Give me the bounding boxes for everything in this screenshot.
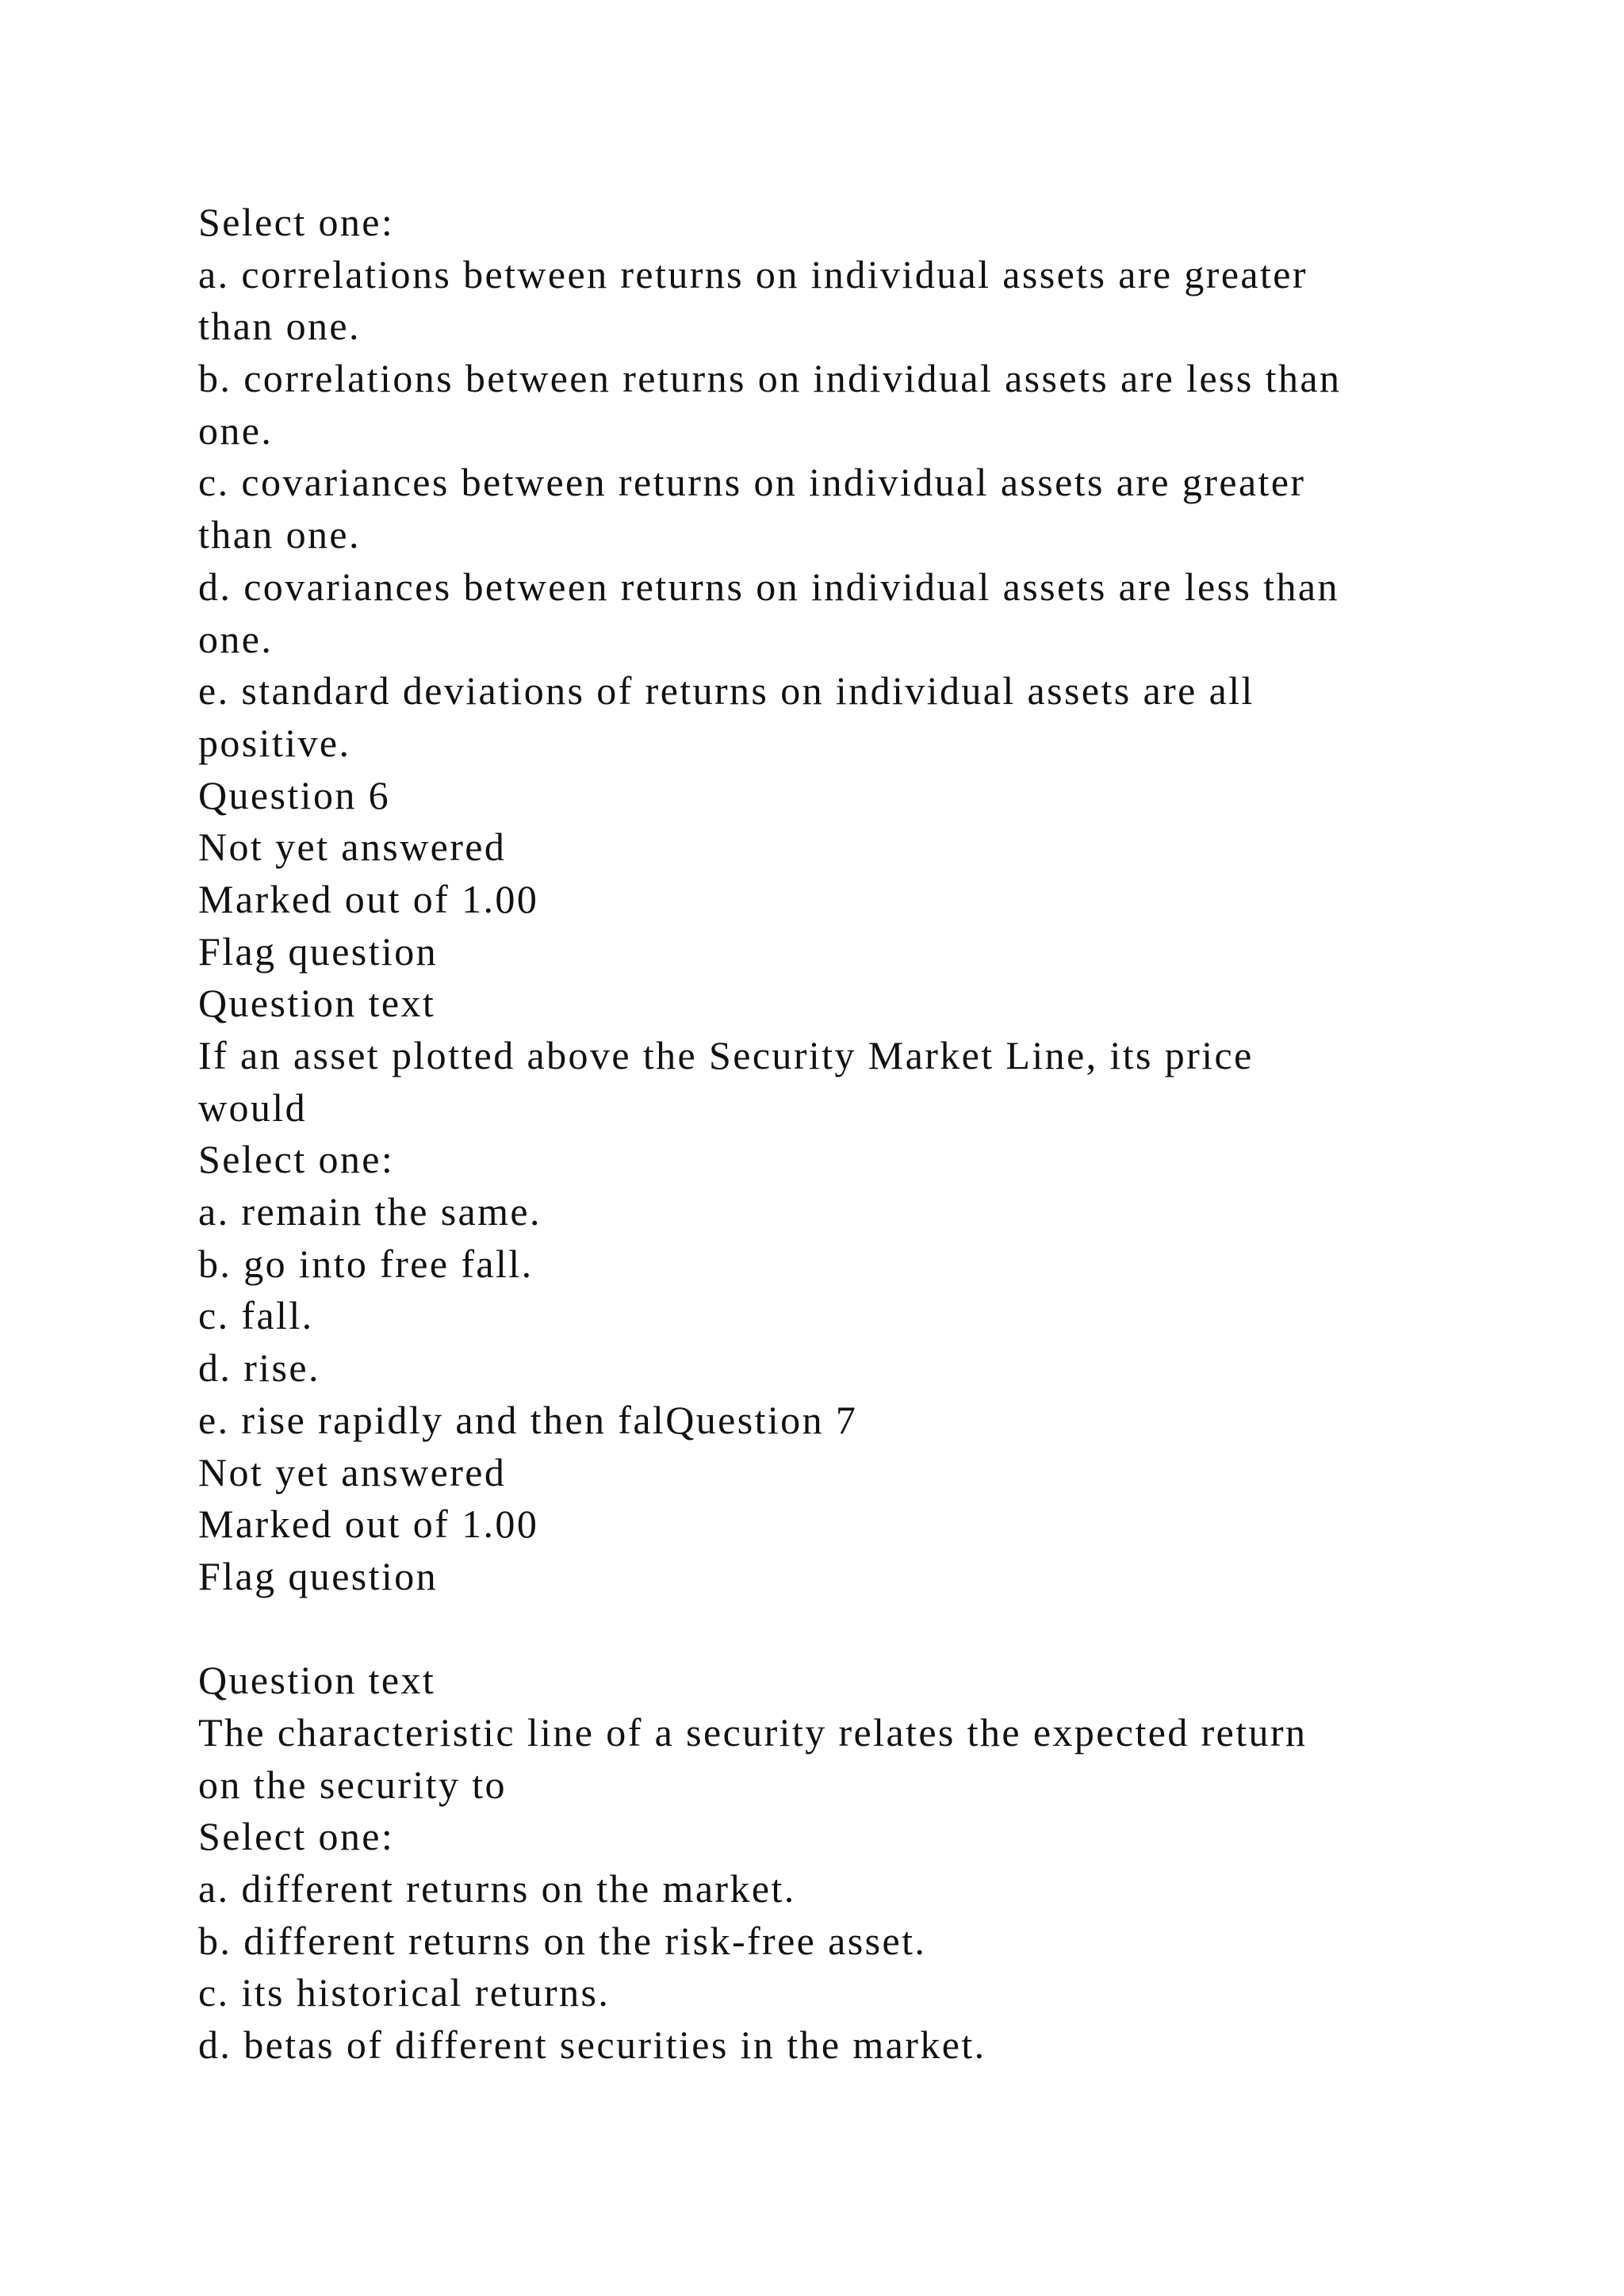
q6-status: Not yet answered <box>198 825 507 870</box>
q6-option-e-and-q7-heading: e. rise rapidly and then falQuestion 7 <box>198 1397 858 1442</box>
q5-option-e-cont: positive. <box>198 720 351 765</box>
q5-option-a: a. correlations between returns on individual assets are greater <box>198 251 1308 297</box>
q7-question-text-label: Question text <box>198 1658 436 1703</box>
document-body <box>198 197 1435 2072</box>
q6-marks: Marked out of 1.00 <box>198 876 539 921</box>
q6-flag-question: Flag question <box>198 928 439 974</box>
q7-option-d: d. betas of different securities in the market. <box>198 2022 986 2068</box>
q5-option-b-cont: one. <box>198 408 274 453</box>
q5-option-e: e. standard deviations of returns on individual assets are all <box>198 668 1254 714</box>
q6-option-a: a. remain the same. <box>198 1189 542 1234</box>
q5-option-c-cont: than one. <box>198 512 361 557</box>
q5-option-c: c. covariances between returns on individual assets are greater <box>198 460 1306 505</box>
q7-option-a: a. different returns on the market. <box>198 1866 796 1911</box>
q5-option-a-cont: than one. <box>198 304 361 349</box>
q7-flag-question: Flag question <box>198 1553 439 1598</box>
q5-option-d: d. covariances between returns on individual assets are less than <box>198 564 1339 609</box>
q7-marks: Marked out of 1.00 <box>198 1502 539 1547</box>
q7-option-b: b. different returns on the risk-free asset. <box>198 1918 927 1963</box>
q6-heading: Question 6 <box>198 772 391 817</box>
q6-prompt-cont: would <box>198 1085 307 1130</box>
q7-prompt-cont: on the security to <box>198 1762 507 1807</box>
blank-line <box>198 1603 1435 1655</box>
q6-option-c: c. fall. <box>198 1293 314 1338</box>
q6-prompt: If an asset plotted above the Security Market Line, its price <box>198 1033 1254 1077</box>
select-one-label: Select one: <box>198 200 395 244</box>
q6-option-d: d. rise. <box>198 1345 320 1391</box>
q7-option-c: c. its historical returns. <box>198 1970 611 2015</box>
q6-select-one-label: Select one: <box>198 1137 395 1182</box>
q5-option-d-cont: one. <box>198 616 274 661</box>
q5-option-b: b. correlations between returns on individual assets are less than <box>198 356 1342 401</box>
q6-option-b: b. go into free fall. <box>198 1241 534 1286</box>
q7-prompt: The characteristic line of a security relates the expected return <box>198 1709 1308 1755</box>
q7-select-one-label: Select one: <box>198 1814 395 1859</box>
q6-question-text-label: Question text <box>198 981 436 1026</box>
q7-status: Not yet answered <box>198 1449 507 1494</box>
